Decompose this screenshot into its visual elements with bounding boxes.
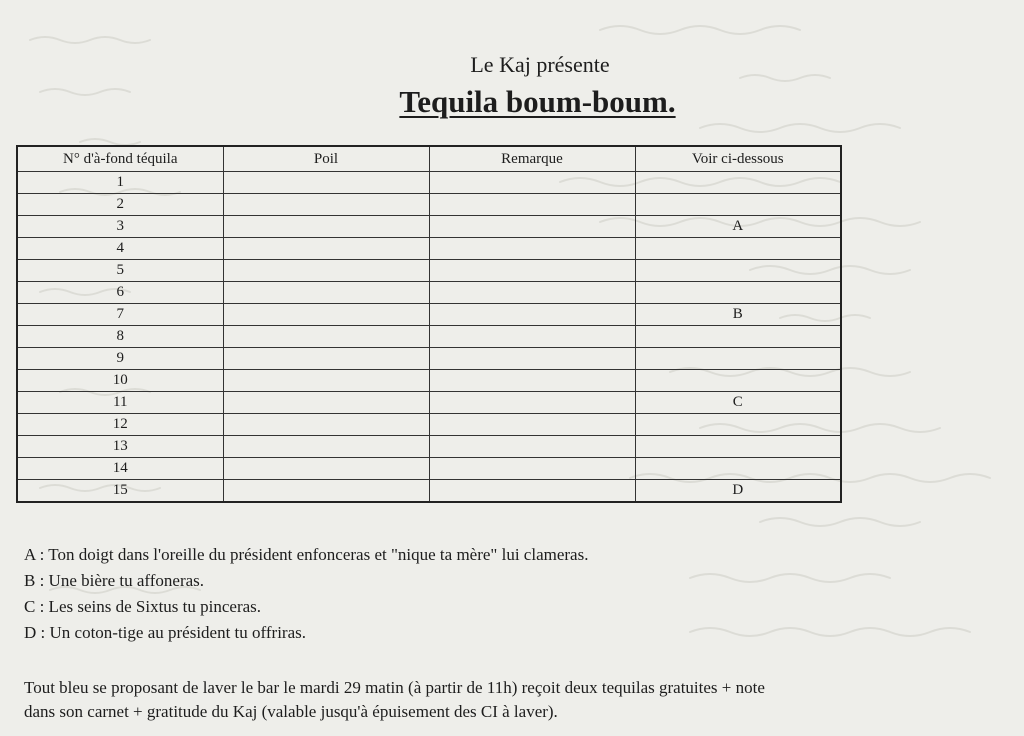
table-row (17, 172, 841, 194)
cell-number: 8 (17, 326, 223, 348)
cell-voir (635, 436, 841, 458)
cell-voir (635, 458, 841, 480)
legend-item-c: C : Les seins de Sixtus tu pinceras. (24, 597, 262, 616)
cell-voir (635, 326, 841, 348)
table-row (17, 282, 841, 304)
table-row (17, 194, 841, 216)
cell-remarque (429, 282, 635, 304)
cell-voir: C (635, 392, 841, 414)
footer-note-line-1: Tout bleu se proposant de laver le bar le mardi 29 matin (à partir de 11h) reçoit deux tequilas gratuites + note (24, 678, 765, 697)
cell-remarque (429, 172, 635, 194)
cell-number: 14 (17, 458, 223, 480)
cell-poil (223, 414, 429, 436)
cell-poil (223, 392, 429, 414)
cell-remarque (429, 238, 635, 260)
table-row (17, 370, 841, 392)
cell-voir (635, 172, 841, 194)
cell-poil (223, 260, 429, 282)
cell-number: 7 (17, 304, 223, 326)
cell-voir: B (635, 304, 841, 326)
column-header-remarque: Remarque (429, 146, 635, 172)
column-header-number: N° d'à-fond téquila (17, 146, 223, 172)
cell-remarque (429, 326, 635, 348)
cell-poil (223, 458, 429, 480)
cell-poil (223, 216, 429, 238)
cell-remarque (429, 194, 635, 216)
cell-poil (223, 370, 429, 392)
cell-voir (635, 414, 841, 436)
table-row (17, 480, 841, 503)
table-row (17, 216, 841, 238)
column-header-poil: Poil (223, 146, 429, 172)
cell-remarque (429, 370, 635, 392)
cell-poil (223, 480, 429, 503)
cell-poil (223, 326, 429, 348)
cell-remarque (429, 216, 635, 238)
legend-item-d: D : Un coton-tige au président tu offriras. (24, 623, 307, 642)
table-row (17, 260, 841, 282)
cell-number: 11 (17, 392, 223, 414)
cell-voir (635, 238, 841, 260)
cell-remarque (429, 260, 635, 282)
table-row (17, 392, 841, 414)
cell-poil (223, 436, 429, 458)
cell-remarque (429, 304, 635, 326)
cell-number: 15 (17, 480, 223, 503)
legend-item-a: A : Ton doigt dans l'oreille du président enfonceras et "nique ta mère" lui clameras. (24, 545, 589, 564)
table-row (17, 304, 841, 326)
cell-voir: A (635, 216, 841, 238)
page-subtitle: Le Kaj présente (470, 52, 610, 77)
cell-number: 4 (17, 238, 223, 260)
table-row (17, 348, 841, 370)
cell-voir (635, 348, 841, 370)
column-header-voir: Voir ci-dessous (635, 146, 841, 172)
cell-number: 12 (17, 414, 223, 436)
cell-poil (223, 238, 429, 260)
legend-item-b: B : Une bière tu affoneras. (24, 571, 205, 590)
table-row (17, 414, 841, 436)
cell-remarque (429, 348, 635, 370)
legend (24, 542, 588, 646)
cell-voir (635, 282, 841, 304)
cell-remarque (429, 458, 635, 480)
table-row (17, 436, 841, 458)
cell-voir (635, 260, 841, 282)
cell-poil (223, 348, 429, 370)
cell-voir (635, 194, 841, 216)
cell-poil (223, 282, 429, 304)
cell-voir: D (635, 480, 841, 503)
cell-number: 13 (17, 436, 223, 458)
cell-remarque (429, 436, 635, 458)
cell-voir (635, 370, 841, 392)
table-body (17, 172, 841, 503)
cell-number: 6 (17, 282, 223, 304)
table-row (17, 238, 841, 260)
table-header-row (17, 146, 841, 172)
cell-number: 3 (17, 216, 223, 238)
cell-number: 1 (17, 172, 223, 194)
footer-note (24, 676, 1014, 724)
cell-remarque (429, 480, 635, 503)
footer-note-line-2: dans son carnet + gratitude du Kaj (valable jusqu'à épuisement des CI à laver). (24, 702, 558, 721)
tequila-table (16, 145, 842, 503)
table-row (17, 458, 841, 480)
cell-number: 10 (17, 370, 223, 392)
table-row (17, 326, 841, 348)
cell-poil (223, 172, 429, 194)
cell-poil (223, 194, 429, 216)
cell-number: 9 (17, 348, 223, 370)
cell-number: 5 (17, 260, 223, 282)
cell-remarque (429, 392, 635, 414)
page-title: Tequila boum-boum. (399, 84, 676, 119)
cell-remarque (429, 414, 635, 436)
cell-poil (223, 304, 429, 326)
cell-number: 2 (17, 194, 223, 216)
